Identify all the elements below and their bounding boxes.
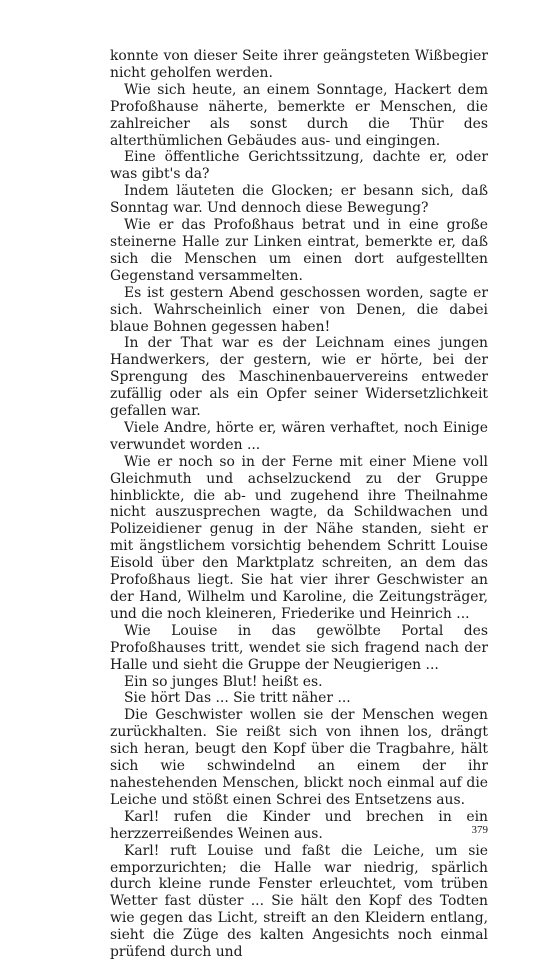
paragraph: konnte von dieser Seite ihrer geängsteten Wißbegier nicht geholfen werden.	[110, 48, 488, 81]
paragraph: Indem läuteten die Glocken; er besann sich, daß Sonntag war. Und dennoch diese Bewegung?	[110, 183, 488, 217]
paragraph: Wie er noch so in der Ferne mit einer Miene voll Gleichmuth und achselzuckend zu der Gruppe hinblickte, die ab- und zugehend ihre Theilnahme nicht auszusprechen wagte, da Schildwachen und Polizeidiener genug in der Nähe standen, sieht er mit ängstlichem vorsichtig behendem Schritt Louise Eisold über den Marktplatz schreiten, an dem das Profoßhaus liegt. Sie hat vier ihrer Geschwister an der Hand, Wilhelm und Karoline, die Zeitungsträger, und die noch kleineren, Friederike und Heinrich ...	[110, 453, 488, 622]
paragraph: Wie er das Profoßhaus betrat und in eine große steinerne Halle zur Linken eintrat, bemerkte er, daß sich die Menschen um einen dort aufgestellten Gegenstand versammelten.	[110, 217, 488, 284]
paragraph: Die Geschwister wollen sie der Menschen wegen zurückhalten. Sie reißt sich von ihnen los, drängt sich heran, beugt den Kopf über die Tragbahre, hält sich wie schwindelnd an einem der ihr nahestehenden Menschen, blickt noch einmal auf die Leiche und stößt einen Schrei des Entsetzens aus.	[110, 707, 488, 808]
paragraph: Wie sich heute, an einem Sonntage, Hackert dem Profoßhause näherte, bemerkte er Menschen, die zahlreicher als sonst durch die Thür des alterthümlichen Gebäudes aus- und eingingen.	[110, 81, 488, 149]
paragraph: Karl! rufen die Kinder und brechen in ein herzzerreißendes Weinen aus.	[110, 808, 488, 842]
paragraph: Karl! ruft Louise und faßt die Leiche, um sie emporzurichten; die Halle war niedrig, spärlich durch kleine runde Fenster erleuchtet, vom trüben Wetter fast düster ... Sie hält den Kopf des Todten wie gegen das Licht, streift an den Kleidern entlang, sieht die Züge des kalten Angesichts noch einmal prüfend durch und	[110, 842, 488, 961]
page-number: 379	[471, 824, 488, 836]
paragraph: Eine öffentliche Gerichtssitzung, dachte er, oder was gibt's da?	[110, 149, 488, 183]
paragraph: Es ist gestern Abend geschossen worden, sagte er sich. Wahrscheinlich einer von Denen, die dabei blaue Bohnen gegessen haben!	[110, 284, 488, 335]
paragraph: Viele Andre, hörte er, wären verhaftet, noch Einige verwundet worden ...	[110, 419, 488, 453]
paragraph: Sie hört Das ... Sie tritt näher ...	[124, 690, 351, 707]
paragraph: Wie Louise in das gewölbte Portal des Profoßhauses tritt, wendet sie sich fragend nach der Halle und sieht die Gruppe der Neugierigen ...	[110, 622, 488, 673]
paragraph: In der That war es der Leichnam eines jungen Handwerkers, der gestern, wie er hörte, bei der Sprengung des Maschinenbauervereins entweder zufällig oder als ein Opfer seiner Widersetzlichkeit gefallen war.	[110, 335, 488, 420]
paragraph: Ein so junges Blut! heißt es.	[124, 673, 323, 690]
book-page-text	[110, 48, 488, 961]
